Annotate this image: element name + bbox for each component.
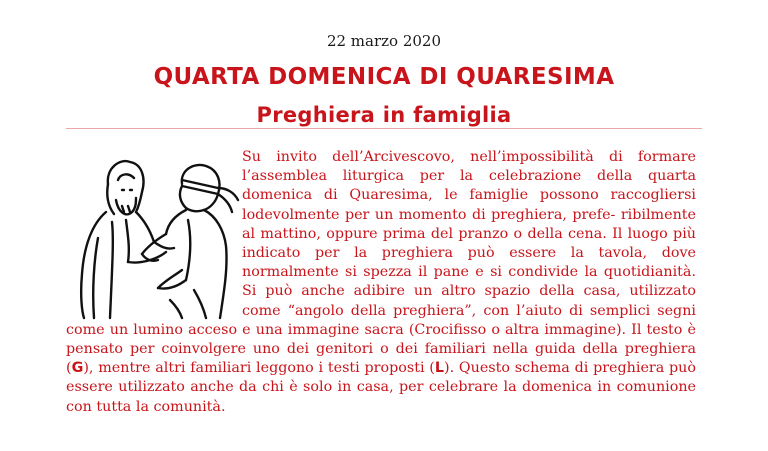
page-date: 22 marzo 2020 (326, 32, 442, 50)
illustration-placeholder (66, 148, 242, 320)
page-subtitle: Preghiera in famiglia (256, 103, 512, 127)
paragraph-text-part1: Su invito dell’Arcivescovo, nell’impossibilità di formare l’assemblea liturgica per la celebrazione della quarta domenica di Quaresima, le famiglie possono raccogliersi lodevolmente per un momento di preghiera, prefe- ribilmente al mattino, oppure prima del pranzo o della cena. Il luogo più indicato per la preghiera può essere la tavola, dove normalmente si spezza il pane e si condivide la quotidianità. Si può anche adibire un altro spazio della casa, utilizzato come “angolo della preghiera”, con l’aiuto di semplici segni come un lumino acceso e una immagine sacra (Crocifisso o altra immagine). Il testo è pensato per coinvolgere uno dei genitori o dei familiari nella guida della preghiera ( (66, 149, 696, 377)
guide-marker-g: G (71, 360, 84, 377)
reader-marker-l: L (434, 360, 444, 377)
page-title: QUARTA DOMENICA DI QUARESIMA (153, 64, 615, 90)
paragraph-text-part3: ). Questo schema di preghiera può essere utilizzato anche da chi è solo in casa, per celebrare la domenica in comunione con tutta la comunità. (66, 360, 696, 415)
title-divider (66, 128, 702, 129)
paragraph-text-part2: ), mentre altri familiari leggono i testi proposti ( (83, 360, 435, 377)
intro-paragraph (66, 148, 696, 417)
